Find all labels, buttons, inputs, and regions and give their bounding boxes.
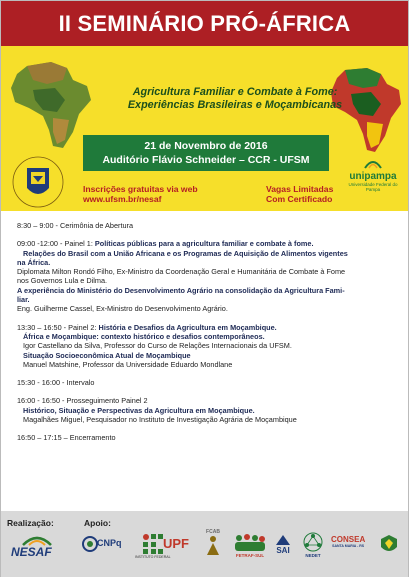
limited-seats-info	[266, 184, 333, 204]
speaker-cont: nos Governos Lula e Dilma.	[17, 276, 108, 286]
talk-title-cont: na África.	[17, 257, 51, 267]
schedule-item-panel-1: 09:00 -12:00 - Painel 1: Políticas públicas para a agricultura familiar e combate à fome.	[17, 239, 314, 249]
speaker: Eng. Guilherme Cassel, Ex-Ministro do Desenvolvimento Agrário.	[17, 304, 228, 314]
event-venue: Auditório Flávio Schneider – CCR - UFSM	[102, 154, 310, 166]
nedet-network-icon	[301, 531, 325, 553]
talk-title-cont: liar.	[17, 295, 30, 305]
cnpq-logo: CNPq	[81, 535, 119, 553]
speaker: Diplomata Milton Rondó Filho, Ex-Ministro da Coordenação Geral e Humanitária de Combate à Fome	[17, 267, 346, 277]
certificate-text: Com Certificado	[266, 194, 333, 204]
nedet-logo: NEDET	[301, 531, 325, 558]
fcab-logo: FCAB	[203, 529, 223, 557]
fetraf-logo: FETRAF-SUL	[233, 533, 267, 558]
schedule-item-break: 15:30 - 16:00 - Intervalo	[17, 378, 95, 388]
schedule-item-panel-2: 13:30 – 16:50 - Painel 2: História e Desafios da Agricultura em Moçambique.	[17, 322, 277, 332]
consea-logo: CONSEA SANTA MARIA - RS	[331, 535, 366, 548]
fetraf-people-icon	[233, 533, 267, 553]
theme-line-1: Agricultura Familiar e Combate à Fome:	[132, 86, 338, 98]
sai-logo: SAI	[274, 533, 292, 555]
talk-title: África e Moçambique: contexto histórico e desafios contemporâneos.	[23, 331, 265, 341]
if-grid-icon	[142, 533, 164, 555]
speaker: Magalhães Miguel, Pesquisador no Instituto de Investigação Agrária de Moçambique	[23, 415, 297, 425]
fcab-figure-icon	[203, 535, 223, 557]
talk-title: Histórico, Situação e Perspectivas da Agricultura em Moçambique.	[23, 405, 255, 415]
theme-line-2: Experiências Brasileiras e Moçambicanas	[127, 99, 343, 111]
schedule-item-opening: 8:30 – 9:00 - Cerimônia de Abertura	[17, 221, 134, 230]
header-panel	[1, 46, 408, 211]
nesaf-logo: NESAF	[11, 545, 52, 559]
talk-title: Relações do Brasil com a União Africana e os Programas de Aquisição de Alimentos vigentes	[23, 248, 348, 258]
unipampa-name: unipampa	[349, 171, 397, 182]
registration-text: Inscrições gratuitas via web	[83, 184, 198, 194]
support-label: Apoio:	[84, 518, 111, 528]
program-schedule	[17, 221, 402, 443]
title-banner	[1, 1, 408, 46]
limited-seats-text: Vagas Limitadas	[266, 184, 334, 194]
program-seal-icon	[379, 533, 399, 557]
event-theme	[119, 86, 351, 112]
instituto-federal-logo: INSTITUTO FEDERAL	[135, 533, 171, 559]
sponsors-footer	[1, 511, 408, 577]
speaker: Manuel Matshine, Professor da Universidade Eduardo Mondlane	[23, 359, 233, 369]
unipampa-logo	[343, 156, 403, 192]
speaker: Igor Castellano da Silva, Professor do Curso de Relações Internacionais da UFSM.	[23, 341, 292, 351]
registration-url[interactable]: www.ufsm.br/nesaf	[83, 194, 162, 204]
registration-info	[83, 184, 198, 204]
sai-arrow-icon	[274, 533, 292, 547]
event-title: II SEMINÁRIO PRÓ-ÁFRICA	[58, 10, 351, 36]
unipampa-mark-icon	[363, 156, 383, 170]
upf-logo: UPF	[163, 536, 189, 551]
unipampa-subtitle: Universidade Federal do Pampa	[348, 182, 398, 192]
talk-title: Situação Socioeconômica Atual de Moçambique	[23, 350, 191, 360]
ufsm-seal-icon	[5, 154, 75, 211]
schedule-item-closing: 16:50 – 17:15 – Encerramento	[17, 433, 116, 443]
event-date: 21 de Novembro de 2016	[144, 140, 268, 152]
talk-title: A experiência do Ministério do Desenvolvimento Agrário na consolidação da Agricultura Fami-	[17, 285, 345, 295]
schedule-item-panel-2-cont: 16:00 - 16:50 - Prosseguimento Painel 2	[17, 396, 148, 406]
organizer-label: Realização:	[7, 518, 54, 528]
date-venue-box	[83, 135, 329, 171]
africa-map-left-icon	[7, 60, 95, 152]
